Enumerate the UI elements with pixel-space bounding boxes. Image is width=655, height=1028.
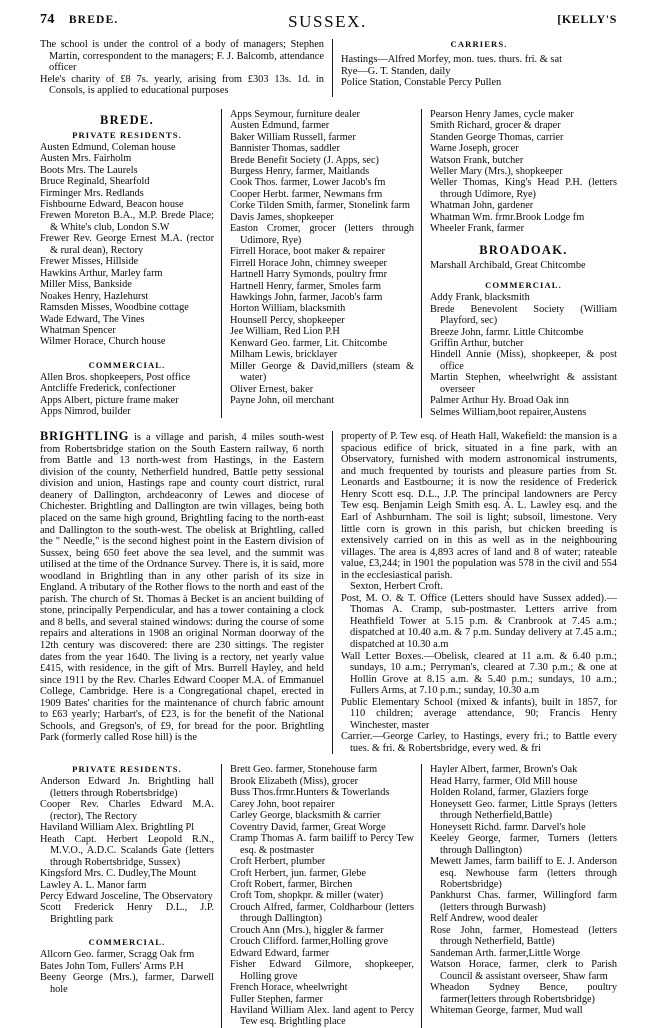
brightling-description-part2: property of P. Tew esq. of Heath Hall, Wakefield: the mansion is a spacious edifice of brick, situated in a fine park, with an Observatory, furnished with modern astronomical instruments, and much frequented by tourists and pleasure parties from St. Leonards and Eastbourne; it is now the residence of Frederick Henry Scott esq. D.L., J.P. The principal landowners are Percy Tew esq. Benjamin Leigh Smith esq. A. L. Lawley esq. and the Earl of Ashburnham. The soil is light; subsoil, limestone. Very little corn is grown in this parish, but chicken breeding is extensively carried on in this as well as in the neighbouring villages. The area is 4,893 acres of land and 8 of water; rateable value, £3,244; in 1901 the population was 578 in the civil and 554 in the ecclesiastical parish. <box>341 431 617 581</box>
brightling-directory <box>40 764 617 1027</box>
list-item: Edward Edward, farmer <box>230 947 330 959</box>
brede-private-residents-heading: PRIVATE RESIDENTS. <box>72 129 182 140</box>
list-item: Croft Robert, farmer, Birchen <box>230 879 353 890</box>
list-item: Carey John, boot repairer <box>230 798 335 810</box>
list-item: Antcliffe Frederick, confectioner <box>40 383 176 395</box>
list-item: Firminger Mrs. Redlands <box>40 187 144 199</box>
brede-place-heading: BREDE. <box>100 112 154 127</box>
top-block-left <box>40 39 332 97</box>
broadoak-commercial-heading: COMMERCIAL. <box>485 280 562 291</box>
list-item: Fishbourne Edward, Beacon house <box>40 199 184 210</box>
list-item: Horton William, blacksmith <box>230 303 346 315</box>
list-item: Head Harry, farmer, Old Mill house <box>430 775 578 787</box>
hele-charity-note: Hele's charity of £8 7s. yearly, arising from £303 13s. 1d. in Consols, is applied to educational purposes <box>40 73 324 97</box>
list-item: Hartnell Harry Symonds, poultry frmr <box>230 269 387 281</box>
list-item: Addy Frank, blacksmith <box>430 292 530 304</box>
list-item: Fisher Edward Gilmore, shopkeeper, Holling grove <box>230 959 414 982</box>
list-item: Holden Roland, farmer, Glaziers forge <box>430 787 589 799</box>
list-item: Smith Richard, grocer & draper <box>430 120 561 132</box>
brightling-commercial-heading: COMMERCIAL. <box>88 937 166 948</box>
list-item: Frewer Rev. George Ernest M.A. (rector & rural dean), Rectory <box>40 233 214 256</box>
brightling-wall-letter-boxes: Wall Letter Boxes.—Obelisk, cleared at 11 a.m. & 6.40 p.m.; sundays, 10 a.m.; Perryman's, cleared at 7.30 p.m.; & one at Hollin Grove at 8.15 a.m. & 5.40 p.m.; sundays, 10 a.m.; Fullers Arms, at 7.10 p.m.; sunday, 10.30 a.m <box>341 650 617 697</box>
list-item: Davis James, shopkeeper <box>230 211 334 223</box>
list-item: Payne John, oil merchant <box>230 395 335 407</box>
list-item: Oliver Ernest, baker <box>230 383 314 395</box>
list-item: Lawley A. L. Manor farm <box>40 879 147 891</box>
list-item: Croft Tom, shopkpr. & miller (water) <box>230 890 384 902</box>
list-item: Fuller Stephen, farmer <box>230 993 323 1005</box>
list-item: Hartnell Henry, farmer, Smoles farm <box>230 280 382 292</box>
brede-directory <box>40 109 617 418</box>
list-item: Martin Stephen, wheelwright & assistant overseer <box>430 372 617 395</box>
list-item: Whiteman George, farmer, Mud wall <box>430 1004 583 1016</box>
list-item: Bruce Reginald, Shearfold <box>40 176 150 188</box>
brightling-private-residents-heading: PRIVATE RESIDENTS. <box>72 764 182 775</box>
list-item: Griffin Arthur, butcher <box>430 337 524 349</box>
list-item: Cramp Thomas A. farm bailiff to Percy Tew esq. & postmaster <box>230 833 414 856</box>
list-item: Brett Geo. farmer, Stonehouse farm <box>230 764 378 776</box>
list-item: Jee William, Red Lion P.H <box>230 326 340 338</box>
carrier-entry: Rye—G. T. Standen, daily <box>341 65 451 77</box>
list-item: Pankhurst Chas. farmer, Willingford farm (letters through Burwash) <box>430 890 617 913</box>
list-item: Honeysett Richd. farmr. Darvel's hole <box>430 821 586 833</box>
list-item: Sandeman Arth. farmer,Little Worge <box>430 947 581 959</box>
list-item: Firrell Horace, boot maker & repairer <box>230 246 385 258</box>
list-item: Boots Mrs. The Laurels <box>40 164 138 176</box>
brightling-column-1 <box>40 764 221 1027</box>
brightling-description-part1 <box>40 431 324 744</box>
list-item: Palmer Arthur Hy. Broad Oak inn <box>430 395 569 407</box>
list-item: Corke Tilden Smith, farmer, Stonelink farm <box>230 200 411 212</box>
list-item: Croft Herbert, plumber <box>230 856 326 868</box>
list-item: Breeze John, farmr. Little Chitcombe <box>430 326 584 338</box>
brightling-post-office: Post, M. O. & T. Office (Letters should have Sussex added).—Thomas A. Cramp, sub-postmaster. Letters arrive from Heathfield Tower at 5.15 p.m. & Cranbrook at 7.45 a.m.; dispatched at 10.40 a.m. & 7 p.m. Sunday delivery at 7.45 a.m.; dispatched at 10.30 a.m <box>341 592 617 650</box>
list-item: Austen Edmund, farmer <box>230 120 330 132</box>
list-item: Standen George Thomas, carrier <box>430 131 564 143</box>
top-block <box>40 39 617 97</box>
list-item: Cooper Rev. Charles Edward M.A. (rector), The Rectory <box>40 799 214 822</box>
list-item: Pearson Henry James, cycle maker <box>430 108 574 120</box>
list-item: Keeley George, farmer, Turners (letters through Dallington) <box>430 833 617 856</box>
list-item: Whatman John, gardener <box>430 200 534 212</box>
list-item: Crouch Clifford. farmer,Holling grove <box>230 936 389 948</box>
brightling-place-name: BRIGHTLING <box>40 429 130 444</box>
list-item: Beeny George (Mrs.), farmer, Darwell hole <box>40 972 214 995</box>
list-item: Honeysett Geo. farmer, Little Sprays (letters through Netherfield,Battle) <box>430 798 617 822</box>
brightling-school: Public Elementary School (mixed & infants), built in 1857, for 110 children; average attendance, 90; Francis Henry Winchester, master <box>341 696 617 731</box>
list-item: Cooper Herbt. farmer, Newmans frm <box>230 188 383 200</box>
list-item: Easton Cromer, grocer (letters through Udimore, Rye) <box>230 223 414 246</box>
list-item: Crouch Alfred, farmer, Coldharbour (letters through Dallington) <box>230 901 414 925</box>
list-item: Ramsden Misses, Woodbine cottage <box>40 302 189 314</box>
list-item: Noakes Henry, Hazlehurst <box>40 290 149 302</box>
list-item: Heath Capt. Herbert Leopold R.N., M.V.O., A.D.C. Scalands Gate (letters through Robertsbridge, Sussex) <box>40 833 214 868</box>
list-item: Brede Benefit Society (J. Apps, sec) <box>230 154 379 166</box>
carrier-entry: Hastings—Alfred Morfey, mon. tues. thurs. fri. & sat <box>341 54 562 65</box>
list-item: Apps Albert, picture frame maker <box>40 394 179 406</box>
list-item: Haviland William Alex. Brightling Pl <box>40 822 195 834</box>
page-folio: 74 <box>40 12 55 27</box>
brightling-article <box>40 431 617 754</box>
brightling-column-2 <box>221 764 421 1027</box>
list-item: Cook Thos. farmer, Lower Jacob's fm <box>230 177 386 189</box>
brightling-description-text: is a village and parish, 4 miles south-west from Robertsbridge station on the South Eastern railway, 6 north from Battle and 13 north-west from Hastings, in the Eastern division of the county, Netherfield hundred, Battle petty sessional division and union, Hastings rape and county court district, rural deanery of Dallington, archdeaconry of Lewes and diocese of Chichester. Brightling and Dallington are twin villages, being both placed on the same high ground, Brightling facing to the north-east and Dallington to the south-west. The obelisk at Brightling, called the " Needle," is the second highest point in the Eastern division of Sussex, being 650 feet above the sea level, and the summit was utilised at the time of the Ordnance Survey. There is, it is said, more woodland in Brightling than in any other parish of its size in England. A tributary of the Rother flows to the north and east of the parish. The church of St. Thomas à Becket is an ancient building of stone, principally Perpendicular, and has a tower containing a clock and 8 bells, and several stained windows: during the course of some repairs and alterations in 1908 an original Norman doorway of the 12th century was discovered: there are 230 sittings. The register dates from the year 1640. The living is a rectory, net yearly value £415, with residence, in the gift of Mrs. Burrell Hayley, and held since 1911 by the Rev. Charles Edward Cooper M.A. of Emmanuel College, Cambridge. Here is a Congregational chapel, erected in 1909 Bates' charities for the maintenance of church fabric amount to £63 yearly; Harbart's, of £23, is for the benefit of the National Schools, and Gregson's, of £9, for bread for the poor. Brightling Park (formerly called Rose hill) is the <box>40 432 324 744</box>
police-station-entry: Police Station, Constable Percy Pullen <box>341 77 502 89</box>
list-item: Hawkings John, farmer, Jacob's farm <box>230 291 383 303</box>
carriers-heading: CARRIERS. <box>450 39 508 49</box>
list-item: Firrell Horace John, chimney sweeper <box>230 257 387 269</box>
running-head-place: BREDE. <box>68 14 119 26</box>
brightling-sexton: Sexton, Herbert Croft. <box>350 581 443 593</box>
list-item: Burgess Henry, farmer, Maitlands <box>230 166 370 177</box>
list-item: Anderson Edward Jn. Brightling hall (letters through Robertsbridge) <box>40 776 214 799</box>
top-block-right <box>332 39 617 97</box>
list-item: Kenward Geo. farmer, Lit. Chitcombe <box>230 337 388 349</box>
list-item: Rose John, farmer, Homestead (letters through Netherfield, Battle) <box>430 924 617 948</box>
list-item: Allcorn Geo. farmer, Scragg Oak frm <box>40 949 195 961</box>
running-head-publisher: [KELLY'S <box>557 12 617 26</box>
list-item: Selmes William,boot repairer,Austens <box>430 406 587 418</box>
list-item: Austen Mrs. Fairholm <box>40 153 132 165</box>
list-item: Miller Miss, Bankside <box>40 279 132 291</box>
brightling-carrier: Carrier.—George Carley, to Hastings, every fri.; to Battle every tues. & fri. & Robertsbridge, every wed. & fri <box>341 731 617 754</box>
list-item: Hindell Annie (Miss), shopkeeper, & post office <box>430 349 617 372</box>
list-item: Wheeler Frank, farmer <box>430 223 525 235</box>
brede-column-2 <box>221 109 421 418</box>
school-note: The school is under the control of a body of managers; Stephen Martin, correspondent to the managers; F. J. Balcomb, attendance officer <box>40 39 324 74</box>
list-item: Crouch Ann (Mrs.), higgler & farmer <box>230 924 384 936</box>
list-item: Carley George, blacksmith & carrier <box>230 810 381 822</box>
brede-column-3 <box>421 109 617 418</box>
brightling-article-right <box>332 431 617 754</box>
list-item: Haviland William Alex. land agent to Percy Tew esq. Brightling place <box>230 1004 414 1028</box>
list-item: Buss Thos.frmr.Hunters & Towerlands <box>230 787 390 799</box>
list-item: Wade Edward, The Vines <box>40 313 145 325</box>
list-item: Kingsford Mrs. C. Dudley,The Mount <box>40 868 197 880</box>
broadoak-place-heading: BROADOAK. <box>479 242 568 257</box>
list-item: Warne Joseph, grocer <box>430 143 519 155</box>
list-item: Austen Edmund, Coleman house <box>40 141 176 153</box>
list-item: Bannister Thomas, saddler <box>230 143 340 155</box>
brightling-article-left <box>40 431 332 754</box>
list-item: Croft Herbert, jun. farmer, Glebe <box>230 867 366 879</box>
list-item: Marshall Archibald, Great Chitcombe <box>430 259 586 271</box>
running-head <box>40 12 617 30</box>
list-item: Mewett James, farm bailiff to E. J. Anderson esq. Newhouse farm (letters through Robertsbridge) <box>430 856 617 890</box>
list-item: Wheadon Sydney Bence, poultry farmer(letters through Robertsbridge) <box>430 982 617 1005</box>
brightling-column-3 <box>421 764 617 1027</box>
list-item: Miller George & David,millers (steam & water) <box>230 360 414 384</box>
list-item: Baker William Russell, farmer <box>230 131 356 143</box>
list-item: Weller Thomas, King's Head P.H. (letters through Udimore, Rye) <box>430 177 617 200</box>
list-item: Whatman Spencer <box>40 324 116 336</box>
list-item: Percy Edward Josceline, The Observatory <box>40 891 213 902</box>
brede-column-1 <box>40 109 221 418</box>
list-item: Brede Benevolent Society (William Playford, sec) <box>430 303 617 327</box>
list-item: Hawkins Arthur, Marley farm <box>40 267 163 279</box>
list-item: Wilmer Horace, Church house <box>40 336 166 348</box>
list-item: Relf Andrew, wood dealer <box>430 913 538 925</box>
list-item: French Horace, wheelwright <box>230 982 348 994</box>
list-item: Frewer Misses, Hillside <box>40 256 139 268</box>
running-head-county: SUSSEX. <box>288 12 367 31</box>
list-item: Milham Lewis, bricklayer <box>230 349 338 361</box>
brede-commercial-heading: COMMERCIAL. <box>88 359 166 370</box>
list-item: Coventry David, farmer, Great Worge <box>230 821 386 833</box>
list-item: Watson Horace, farmer, clerk to Parish Council & assistant overseer, Shaw farm <box>430 959 617 982</box>
list-item: Hayler Albert, farmer, Brown's Oak <box>430 764 578 776</box>
list-item: Brook Elizabeth (Miss), grocer <box>230 775 359 787</box>
list-item: Whatman Wm. frmr.Brook Lodge fm <box>430 211 585 223</box>
list-item: Frewen Moreton B.A., M.P. Brede Place; & White's club, London S.W <box>40 210 214 233</box>
list-item: Allen Bros. shopkeepers, Post office <box>40 371 191 383</box>
list-item: Scott Frederick Henry D.L., J.P. Brightling park <box>40 902 214 925</box>
list-item: Apps Seymour, furniture dealer <box>230 108 360 120</box>
list-item: Apps Nimrod, builder <box>40 406 131 418</box>
list-item: Weller Mary (Mrs.), shopkeeper <box>430 166 563 177</box>
list-item: Bates John Tom, Fullers' Arms P.H <box>40 960 184 972</box>
list-item: Hounsell Percy, shopkeeper <box>230 314 345 326</box>
list-item: Watson Frank, butcher <box>430 154 524 166</box>
